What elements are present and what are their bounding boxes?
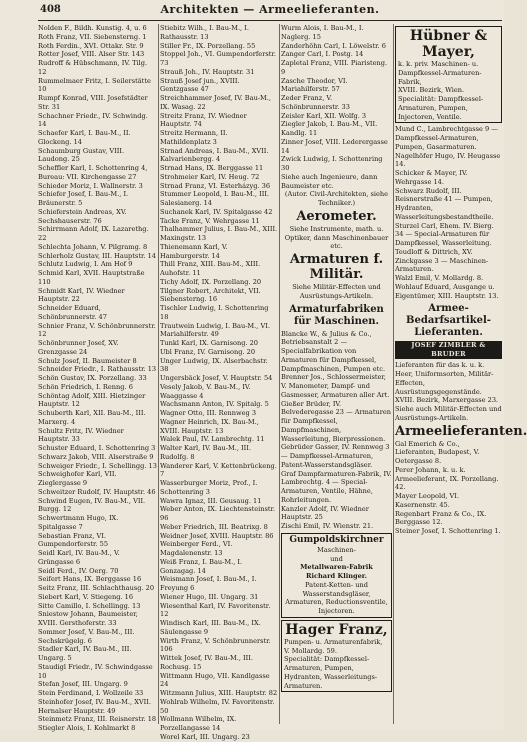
column-divider <box>158 24 159 724</box>
directory-entry: Seidl Ferd., IV. Oerg. 70 <box>38 566 119 575</box>
directory-entry: Rumpf Konrad, VIII. Josefstädter Str. 31 <box>38 94 148 111</box>
directory-entry: Streitz Franz, IV. Wiedner Hauptstr. 74 <box>160 111 247 129</box>
ad-line: k. k. priv. Maschinen- u. Dampfkessel-Armaturen-Fabrik, <box>398 60 482 86</box>
directory-entry: Wirth Franz, V. Schönbrunnerstr. 106 <box>160 636 271 654</box>
directory-entry: Schweiger Friedr., I. Schellingg. 13 <box>38 461 157 470</box>
directory-entry: Mayer Leopold, VI. Kasernenstr. 45. <box>395 492 459 509</box>
directory-entry: Wiener Hugo, III. Ungarg. 31 <box>160 592 259 601</box>
directory-entry: Windisch Karl, III. Bau-M., IX. Säulengasse 9 <box>160 619 261 636</box>
directory-entry: Siehe auch Militär-Effecten und Ausrüstungs-Artikeln. <box>395 405 502 422</box>
directory-entry: Schön Friedrich, I. Renng. 6 <box>38 382 133 391</box>
section-heading: Armaturfabriken für Maschinen. <box>289 303 384 327</box>
ad-line: Maschinen- <box>317 545 356 554</box>
ad-line: und <box>330 554 343 563</box>
directory-entry: Vesely Jakob, V. Bau-M., IV. Waaggasse 4 <box>160 382 251 400</box>
directory-entry: Schneider Eduard, Schönbrunnerstr. 47 <box>38 304 107 321</box>
directory-entry: Thalhammer Julius, I. Bau-M., XIII. Maxingstr. 13 <box>160 225 278 242</box>
directory-entry: Strnad Franz, VI. Esterházyg. 36 <box>160 181 271 190</box>
ad-line: XVIII. Bezirk, Wien. <box>398 86 465 95</box>
directory-entry: Schlerholz Gustav, III. Hauptstr. 14 <box>38 251 156 260</box>
directory-entry: Schieferstein Andreas, XV. Sechshauserstr. 76 <box>38 207 127 225</box>
directory-entry: Rotter Josef, VIII. Alser Str. 143 <box>38 50 145 59</box>
ad-banner: JOSEF ZIMBLER & BRUDER <box>395 341 502 359</box>
section-heading: Aerometer. <box>296 208 377 224</box>
directory-entry: Schön Gustav, IX. Porzellang. 33 <box>38 374 147 382</box>
directory-entry: Schwind Eugen, IV. Bau-M., VII. Burgg. 12 <box>38 496 146 514</box>
directory-entry: Teudloff & Dittrich, XV. Zinckgasse 3 — Maschinen-Armaturen. <box>395 247 489 274</box>
directory-entry: Schieder Moriz, I. Wallnerstr. 3 <box>38 181 143 190</box>
directory-entry: Weber Friedrich, III. Beatrixg. 8 <box>160 522 268 531</box>
directory-entry: Worel Karl, III. Ungarg. 23 <box>160 732 250 741</box>
column-divider <box>393 24 394 724</box>
directory-entry: Schachner Friedr., IV. Schwindg. 14 <box>38 111 148 129</box>
directory-entry: Staudigl Friedr., IV. Schwindgasse 10 <box>38 662 153 680</box>
directory-entry: Trautwein Ludwig, I. Bau-M., VI. Mariahilferstr. 49 <box>160 321 270 339</box>
directory-entry: Tacke Franz, V. Wehrgasse 11 <box>160 216 260 225</box>
ad-line: Specialität: Dampfkessel-Armaturen, Pumpen, Injectoren, Ventile. <box>398 95 484 121</box>
ad-name: Hübner & Mayer, <box>409 28 488 60</box>
advertisement-klinger <box>281 533 392 618</box>
ad-name: Gumpoldskirchner <box>289 534 384 545</box>
directory-entry: Wagner Heinrich, IX. Bau-M., XVIII. Hauptstr. 13 <box>160 417 259 435</box>
directory-entry: Walek Paul, IV. Lambrechtg. 11 <box>160 435 265 444</box>
directory-entry: Schwarz Rudolf, III. Reisnerstraße 41 — Pumpen, Hydranten, Wasserleitungsbestandtheile. <box>395 186 494 221</box>
directory-entry: Zischi Emil, IV. Wienstr. 21. <box>281 522 374 530</box>
directory-entry: Streitz Hermann, II. Mathildenplatz 3 <box>160 129 228 146</box>
directory-entry: Gebrüder Gasser, IV. Rennweg 3 — Dampfkessel-Armaturen, Patent-Wasserstandsgläser. <box>281 443 390 469</box>
directory-entry: Rummelmaer Fritz, I. Seilerstätte 10 <box>38 76 151 94</box>
directory-entry: Wasserburger Moriz, Prof., I. Schottenring 3 <box>160 479 258 496</box>
directory-entry: Weiß Franz, I. Bau-M., I. Gonzagag. 14 <box>160 557 243 575</box>
directory-entry: Ziegler Jakob, I. Bau-M., VII. Kandlg. 11 <box>281 120 378 137</box>
directory-entry: Thienemann Karl, V. Hamburgerstr. 14 <box>160 242 228 260</box>
directory-entry: Sommer Josef, V. Bau-M., III. Sechskrügelg. 6 <box>38 627 135 645</box>
directory-entry: Schwertmann Hugo, IX. Spitalgasse 7 <box>38 514 119 531</box>
directory-entry: Zwick Ludwig, I. Schottenring 30 <box>281 155 383 172</box>
directory-entry: Strnad Hans, IX. Berggasse 11 <box>160 164 264 172</box>
directory-entry: Schaumburg Gustav, VIII. Laudong. 25 <box>38 146 125 164</box>
directory-entry: Schlechta Johann, V. Pilgramg. 8 <box>38 242 148 251</box>
section-text: Siehe Militär-Effecten und Ausrüstungs-Artikeln. <box>292 283 381 300</box>
directory-entry: Schultz Fritz, IV. Wiedner Hauptstr. 33 <box>38 426 124 444</box>
directory-entry: Schmidt Karl, IV. Wiedner Hauptstr. 22 <box>38 286 125 304</box>
advertisement-hager <box>281 620 392 693</box>
directory-entry: Unger Ludwig, IX. Alserbachstr. 38 <box>160 356 268 374</box>
directory-entry: Tichy Adolf, IX. Porzellang. 20 <box>160 277 262 286</box>
directory-entry: Suchanek Karl, IV. Spitalgasse 42 <box>160 207 273 216</box>
section-heading: Armeelieferanten. <box>395 423 527 439</box>
section-text: Siehe Instrumente, math. u. Optiker, dann Maschinenbauer etc. <box>284 224 389 251</box>
directory-entry: Seitz Franz, III. Schlachthausg. 20 <box>38 584 155 592</box>
directory-entry: Strohmeier Karl, IV. Heug. 72 <box>160 172 260 181</box>
directory-entry: Wittmann Hugo, VII. Kandlgasse 24 <box>160 671 270 689</box>
directory-entry: Schicker & Mayer, IV. Wehrgasse 14. <box>395 169 468 186</box>
directory-entry: Stiegler Alois, I. Kohlmarkt 8 <box>38 724 136 732</box>
directory-entry: Weismann Josef, I. Bau-M., I. Freyung 6 <box>160 575 257 592</box>
directory-entry: Nolden F., Bildh. Kunstig. 4, u. 6 <box>38 24 147 32</box>
directory-entry: Rudroff & Hübschmann, IV. Tilg. 12 <box>38 59 148 76</box>
directory-entry: Streichhammer Josef, IV. Bau-M., IX. Wasag. 22 <box>160 94 271 111</box>
directory-entry: Wittek Josef, IV. Bau-M., III. Rochusg. 15 <box>160 654 253 671</box>
directory-entry: Weber Anton, IX. Liechtensteinstr. 96 <box>160 505 276 522</box>
directory-entry: Wiesenthal Karl, IV. Favoritenstr. 12 <box>160 601 271 619</box>
directory-entry: Walzl Emil, V. Mollardg. 8. <box>395 274 484 282</box>
directory-entry: Tunkl Karl, IX. Garnisong. 20 <box>160 339 259 347</box>
directory-entry: Wohlauf Eduard, Ausgange u. Eigentümer, XIII. Hauptstr. 13. <box>395 282 499 300</box>
directory-entry: Schuster Eduard, I. Schottenring 3 <box>38 444 156 452</box>
directory-entry: Regenbart Franz & Co., IX. Berggasse 12. <box>395 509 487 527</box>
directory-entry: Zanger Carl, I. Postg. 14 <box>281 50 364 59</box>
directory-entry: Nagelhöfer Hugo, IV. Heugasse 14. <box>395 151 501 169</box>
directory-entry: Zasche Theodor, VI. Mariahilferstr. 57 <box>281 76 348 94</box>
directory-entry: Wawra Ignaz, III. Geusaug. 11 <box>160 496 262 505</box>
directory-entry: Roth Ferdin., XVI. Ottakr. Str. 9 <box>38 41 144 50</box>
directory-entry: Zeder Franz, V. Schönbrunnerstr. 33 <box>281 94 350 111</box>
column-1 <box>38 24 157 732</box>
directory-entry: Siebert Karl, V. Stiegeng. 16 <box>38 592 134 601</box>
directory-entry: Schwarz Jakob, VIII. Alserstraße 9 <box>38 452 154 461</box>
directory-entry: Stiller Fr., IX. Porzellang. 55 <box>160 41 256 50</box>
directory-entry: Schönbrunner Josef, XV. Grenzgasse 24 <box>38 339 119 356</box>
directory-entry: Stefan Josef, III. Ungarg. 9 <box>38 680 128 689</box>
directory-entry: Wurm Alois, I. Bau-M., I. Naglerg. 15 <box>281 24 364 41</box>
column-4 <box>395 24 527 726</box>
directory-entry: Schiefer Josef, I. Bau-M., I. Bräunerstr. 5 <box>38 190 129 207</box>
directory-entry: Siehe auch Ingenieure, dann Baumeister etc. <box>281 172 378 190</box>
directory-entry: Schmid Karl, XVII. Hauptstraße 110 <box>38 269 145 286</box>
directory-entry: Lieferanten für das k. u. k. Heer, Uniformsorten, Militär-Effecten, Ausrüstungsgegenstände. <box>395 361 494 396</box>
section-heading: Armaturen f. Militär. <box>289 252 384 282</box>
directory-entry: Sitte Camillo, I. Schellingg. 13 <box>38 601 141 610</box>
directory-entry: Schirrmann Adolf, IX. Lazarethg. 22 <box>38 225 149 242</box>
directory-entry: Strauß Joh., IV. Hauptstr. 31 <box>160 67 255 76</box>
directory-entry: Scheffler Karl, I. Schottenring 4, Bureau: VII. Kirchengasse 27 <box>38 164 148 181</box>
page-title: Architekten — Armeelieferanten. <box>160 3 380 16</box>
page-number: 408 <box>40 4 61 15</box>
directory-entry: Graf Dampfarmaturen-Fabrik, IV. Lambrechtg. 4 — Special-Armaturen, Ventile, Hähne, Rohrleitungen. <box>281 469 392 504</box>
directory-entry: Sniestow Johann, Baumeister, XVIII. Gersthoferstr. 33 <box>38 610 138 627</box>
directory-entry: Wollmann Wilhelm, IX. Porzellangasse 14 <box>160 715 237 732</box>
directory-entry: Stiebitz Wilh., I. Bau-M., I. Rathausstr. 13 <box>160 24 249 41</box>
directory-entry: Strnad Andreas, I. Bau-M., XVII. Kalvarienbergg. 4 <box>160 146 269 164</box>
directory-entry: Sturzel Carl, Ehem. IV. Bierg. 34 — Special-Armaturen für Dampfkessel, Wasserleitung. <box>395 221 494 247</box>
directory-entry: Stoppel Joh., VI. Gumpendorferstr. 73 <box>160 50 276 67</box>
directory-entry: Stadler Karl, IV. Bau-M., III. Ungarg. 5 <box>38 645 132 662</box>
directory-entry: Tischler Ludwig, I. Schottenring 18 <box>160 304 269 321</box>
directory-entry: Gießer Brüder, IV. Belvederegasse 23 — Armaturen für Dampfkessel, Dampfmaschinen, Wasserleitung, Bierpressionen. <box>281 399 392 443</box>
directory-entry: Schaefer Karl, I. Bau-M., II. Glockeng. 14 <box>38 129 131 146</box>
directory-entry: Thill Franz, XIII. Bau-M., XIII. Auhofstr. 11 <box>160 260 261 277</box>
directory-entry: Zapletal Franz, VIII. Piaristeng. 9 <box>281 59 388 76</box>
directory-entry: Roth Franz, VII. Siebensterng. 1 <box>38 32 147 41</box>
directory-entry: Schlutz Ludwig, I. Am Hof 9 <box>38 260 133 269</box>
ad-line: Patent-Ketten- und Wasserstandsgläser, Armaturen, Reductionsventile, Injectoren. <box>285 580 388 615</box>
ad-line: Specialität: Dampfkessel-Armaturen, Pumpen, Hydranten, Wasserleitungs-Armaturen. <box>284 655 378 690</box>
directory-entry: Seidl Karl, IV. Bau-M., V. Grüngasse 6 <box>38 549 120 566</box>
directory-entry: Mund C., Lambrechtgasse 9 — Dampfkessel-Armaturen, Pumpen, Gasarmaturen. <box>395 125 498 151</box>
ad-line: Richard Klinger. <box>306 572 367 580</box>
directory-entry: Ungersbäck Josef, V. Hauptstr. 54 <box>160 374 273 382</box>
directory-entry: Zeisler Karl, XII. Wolfg. 3 <box>281 111 367 120</box>
directory-entry: Schulz Josef, II. Baumeister 8 <box>38 356 137 365</box>
directory-entry: Schweitzer Rudolf, IV. Hauptstr. 46 <box>38 487 156 496</box>
ad-line: Metallwaren-Fabrik <box>300 563 373 572</box>
advertisement-huebner-mayer <box>395 26 502 123</box>
directory-entry: Brenner Jos., Schlossermeister, V. Manometer, Dampf- und Gasmesser, Armaturen aller Art. <box>281 373 390 399</box>
directory-entry: Perer Johann, k. u. k. Armeelieferant, IX. Porzellang. 42. <box>395 465 499 492</box>
directory-entry: Weidner Josef, XVIII. Hauptstr. 86 <box>160 531 274 540</box>
ad-name: Hager Franz, <box>285 621 388 638</box>
directory-entry: XVIII. Bezirk, Marxergasse 23. <box>395 396 499 405</box>
directory-entry: Seifert Hans, IX. Berggasse 16 <box>38 575 142 584</box>
column-3 <box>281 24 392 726</box>
directory-entry: Schnier Franz, V. Schönbrunnerstr. 12 <box>38 321 156 339</box>
directory-entry: Schweighofer Karl, VII. Zieglergasse 9 <box>38 470 117 487</box>
directory-entry: Steinmetz Franz, III. Reisnerstr. 18 <box>38 715 157 724</box>
directory-entry: Wohlrab Wilhelm, IV. Favoritenstr. 50 <box>160 697 275 715</box>
directory-entry: Zanderhöhn Carl, I. Löwelstr. 6 <box>281 41 386 50</box>
column-divider <box>279 24 280 724</box>
section-heading: Armee-Bedarfsartikel-Lieferanten. <box>406 303 491 339</box>
directory-entry: Weinberger Ferd., VI. Magdalenenstr. 13 <box>160 540 233 557</box>
directory-entry: Stein Ferdinand, I. Wollzeile 33 <box>38 689 144 697</box>
directory-entry: Tilgner Robert, Architekt, VII. Siebensterng. 16 <box>160 286 261 304</box>
ad-line: Pumpen- u. Armaturenfabrik, V. Mollardg. 59. <box>284 637 383 655</box>
directory-entry: Blancke W., & Julius & Co., Betriebsanstalt 2 — Specialfabrikation von Armaturen für Dampfkessel, Dampfmaschinen, Pumpen etc. <box>281 329 386 373</box>
directory-entry: Wachsmann Anton, IV. Spitalg. 5 <box>160 400 269 409</box>
header-rule <box>38 20 502 21</box>
directory-entry: Schöntag Adolf, XIII. Hietzinger Hauptstr. 12 <box>38 391 146 409</box>
directory-entry: Wagner Otto, III. Rennweg 3 <box>160 409 257 417</box>
directory-entry: Schneider Friedr., I. Rathausstr. 13 <box>38 365 157 374</box>
directory-entry: Gal Emerich & Co., Lieferanten, Budapest, V. Oetergasse 8. <box>395 439 480 465</box>
directory-entry: Witzmann Julius, XIII. Hauptstr. 82 <box>160 689 278 697</box>
directory-entry: Steiner Josef, I. Schottenring 1. <box>395 527 501 535</box>
directory-entry: Sebastian Franz, VI. Gumpendorferstr. 55 <box>38 531 109 549</box>
directory-entry: Steinhofer Josef, IV. Bau-M., XVII. Hernalser Hauptstr. 49 <box>38 697 151 715</box>
directory-entry: Stummer Leopold, I. Bau-M., III. Salesianerg. 14 <box>160 190 270 207</box>
page-header <box>0 2 504 20</box>
directory-entry: Walter Karl, IV. Bau-M., III. Rudolfg. 8 <box>160 444 251 461</box>
directory-entry: Zinner Josef, VIII. Lederergasse 14 <box>281 137 388 155</box>
directory-entry: Wanderer Karl, V. Kettenbrückeng. 7 <box>160 461 277 479</box>
directory-entry: Schuberth Karl, XII. Bau-M., III. Marxerg. 4 <box>38 409 146 426</box>
directory-entry: Ubl Franz, IV. Garnisong. 20 <box>160 347 256 356</box>
column-2 <box>160 24 278 741</box>
directory-entry: Strauß Josef jun., XVIII. Gentzgasse 47 <box>160 76 240 94</box>
section-note: (Autor. Civil-Architekten, siehe Techniker.) <box>284 190 389 207</box>
directory-entry: Kanzler Adolf, IV. Wiedner Hauptstr. 25 <box>281 504 369 522</box>
